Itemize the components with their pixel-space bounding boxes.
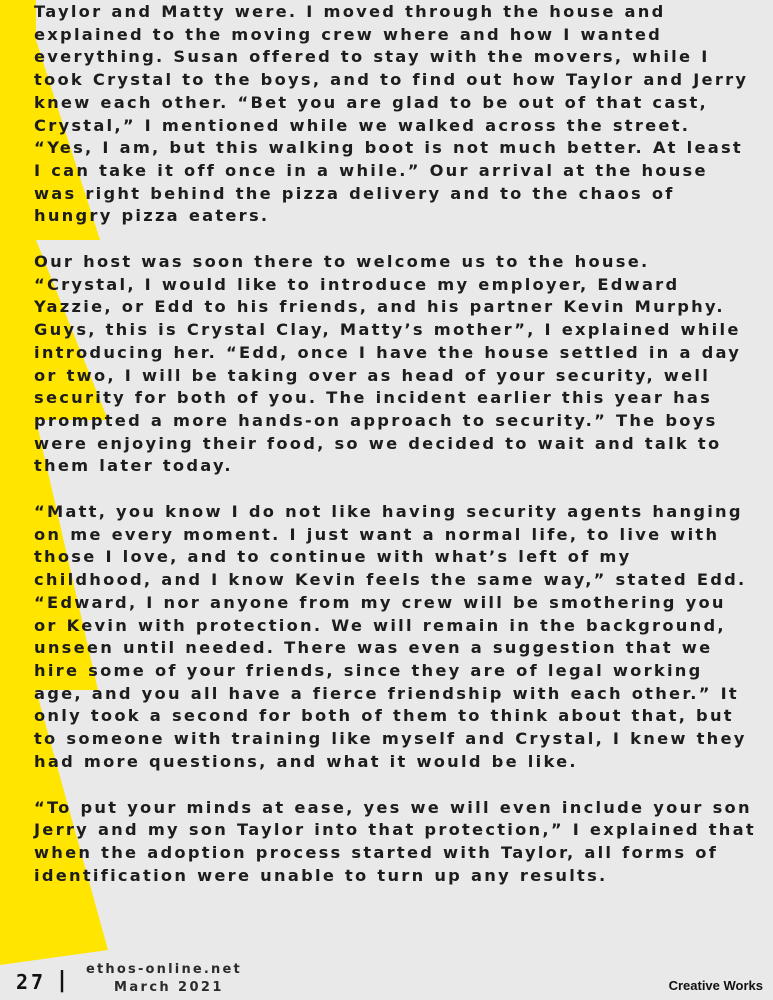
article-paragraph: “To put your minds at ease, yes we will even include your son Jerry and my son Taylor into that protection,” I explained that when the adoption process started with Taylor, all forms of identification were unable to turn up any results. <box>34 797 756 885</box>
article-paragraph: Taylor and Matty were. I moved through the house and explained to the moving crew where and how I wanted everything. Susan offered to stay with the movers, while I took Crystal to the boys, and to find out how Taylor and Jerry knew each other. “Bet you are glad to be out of that cast, Crystal,” I mentioned while we walked across the street. “Yes, I am, but this walking boot is not much better. At least I can take it off once in a while.” Our arrival at the house was right behind the pizza delivery and to the chaos of hungry pizza eaters. <box>34 2 749 226</box>
page-number: 27 <box>16 970 47 994</box>
section-name: Creative Works <box>668 978 763 993</box>
site-name: ethos-online.net <box>86 962 242 977</box>
issue-date: March 2021 <box>114 980 224 995</box>
article-paragraph: Our host was soon there to welcome us to the house. “Crystal, I would like to introduce my employer, Edward Yazzie, or Edd to his friends, and his partner Kevin Murphy. Guys, this is Crystal Clay, Matty’s mother”, I explained while introducing her. “Edd, once I have the house settled in a day or two, I will be taking over as head of your security, well security for both of you. The incident earlier this year has prompted a more hands-on approach to security.” The boys were enjoying their food, so we decided to wait and talk to them later today. <box>34 252 742 476</box>
page-number-separator: | <box>58 968 67 993</box>
article-paragraph: “Matt, you know I do not like having security agents hanging on me every moment. I just want a normal life, to live with those I love, and to continue with what’s left of my childhood, and I know Kevin feels the same way,” stated Edd. “Edward, I nor anyone from my crew will be smothering you or Kevin with protection. We will remain in the background, unseen until needed. There was even a suggestion that we hire some of your friends, since they are of legal working age, and you all have a fierce friendship with each other.” It only took a second for both of them to think about that, but to someone with training like myself and Crystal, I knew they had more questions, and what it would be like. <box>34 502 747 771</box>
article-body <box>34 0 758 910</box>
page-footer <box>0 960 773 1000</box>
